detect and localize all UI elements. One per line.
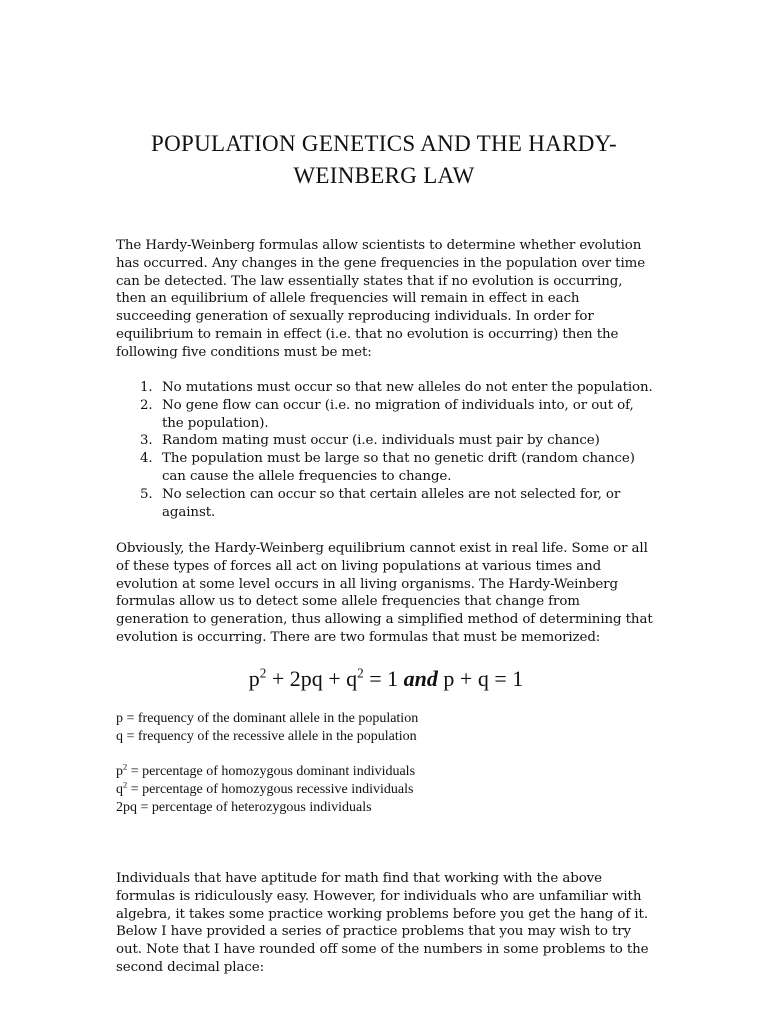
list-item-text: No selection can occur so that certain alleles are not selected for, or against. [162, 486, 621, 520]
list-item-text: The population must be large so that no genetic drift (random chance) can cause the allele frequencies to change. [162, 451, 635, 484]
obviously-paragraph: Obviously, the Hardy-Weinberg equilibrium cannot exist in real life. Some or all of these types of forces all act on living populations at various times and evolution at some level occurs in all living organisms. The Hardy-Weinberg formulas allow us to detect some allele frequencies that change from generation to generation, thus allowing a simplified method of determining that evolution is occurring. There are two formulas that must be memorized: [116, 541, 653, 645]
formula-p: p [248, 666, 260, 691]
title-line-1: POPULATION GENETICS AND THE HARDY- [151, 131, 617, 156]
conditions-list [116, 379, 656, 521]
intro-paragraph: The Hardy-Weinberg formulas allow scientists to determine whether evolution has occurred. Any changes in the gene frequencies in the population over time can be detected. The law essentially states that if no evolution is occurring, then an equilibrium of allele frequencies will remain in effect in each succeeding generation of sexually reproducing individuals. In order for equilibrium to remain in effect (i.e. that no evolution is occurring) then the following five conditions must be met: [116, 238, 646, 360]
formula-equals: = 1 [363, 666, 404, 691]
genotype-definitions [116, 763, 656, 816]
formula-middle: + 2pq + q [266, 666, 358, 691]
document-title [100, 128, 668, 192]
list-item-text: Random mating must occur (i.e. individuals must pair by chance) [162, 433, 600, 449]
list-item-text: No gene flow can occur (i.e. no migration of individuals into, or out of, the population). [162, 397, 634, 431]
list-item [116, 450, 656, 486]
list-item-number: 1. [140, 380, 153, 395]
definition-q-squared [116, 781, 656, 799]
closing-paragraph: Individuals that have aptitude for math find that working with the above formulas is ridiculously easy. However, for individuals who are unfamiliar with algebra, it takes some practice working problems before you get the hang of it. Below I have provided a series of practice problems that you may wish to try out. Note that I have rounded off some of the numbers in some problems to the second decimal place: [116, 871, 649, 975]
title-line-2: WEINBERG LAW [293, 163, 475, 188]
q2-text: = percentage of homozygous recessive individuals [127, 781, 414, 797]
formula-exponent: 2 [259, 665, 267, 681]
formula-exponent-2: 2 [357, 665, 364, 681]
p2-base: p [116, 764, 123, 779]
list-item [116, 397, 656, 433]
formula-and: and [403, 666, 438, 691]
list-item-number: 5. [140, 486, 153, 502]
formula-second: p + q = 1 [437, 666, 524, 691]
p2-text: = percentage of homozygous dominant individuals [127, 764, 416, 779]
definition-q: q = frequency of the recessive allele in the population [116, 728, 417, 744]
p2-exponent: 2 [123, 762, 128, 772]
hardy-weinberg-formula [116, 664, 656, 694]
list-item [116, 432, 656, 450]
list-item [116, 486, 656, 522]
q2-base: q [116, 781, 123, 797]
definition-p: p = frequency of the dominant allele in the population [116, 711, 419, 726]
definition-p-squared [116, 763, 656, 781]
definition-2pq: 2pq = percentage of heterozygous individuals [116, 799, 372, 815]
list-item-number: 2. [140, 397, 153, 413]
list-item-number: 4. [140, 451, 153, 467]
list-item [116, 379, 656, 397]
list-item-number: 3. [140, 433, 153, 449]
q2-exponent: 2 [123, 780, 128, 790]
list-item-text: No mutations must occur so that new alleles do not enter the population. [162, 380, 653, 395]
allele-definitions [116, 710, 656, 746]
